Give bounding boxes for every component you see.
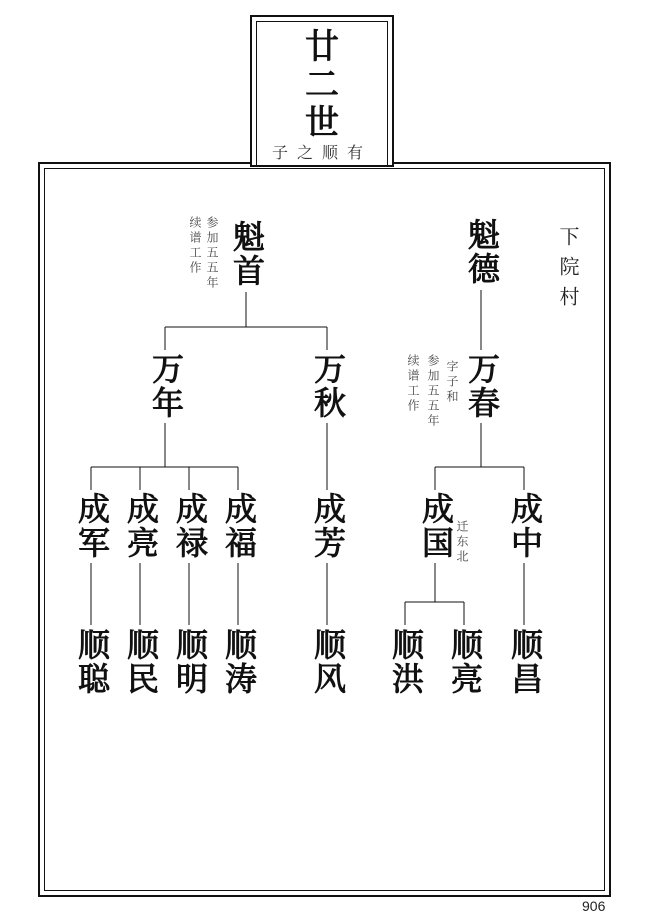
person-chengliang: 成亮 bbox=[122, 492, 160, 560]
generation-char-3: 世 bbox=[305, 103, 339, 143]
person-chengguo: 成国 bbox=[417, 492, 455, 560]
person-kuishou: 魁首 bbox=[228, 220, 266, 288]
person-chengfu: 成福 bbox=[220, 492, 258, 560]
person-shunfeng: 顺风 bbox=[309, 628, 347, 696]
note-kuishou-join: 参加五五年 bbox=[205, 216, 219, 291]
page-number: 906 bbox=[582, 898, 606, 914]
generation-subtitle: 子之顺有 bbox=[271, 143, 372, 162]
person-wannian: 万年 bbox=[147, 352, 185, 420]
generation-char-2: 二 bbox=[305, 65, 339, 105]
person-shunhong: 顺洪 bbox=[387, 628, 425, 696]
note-chengguo-migrated: 迁东北 bbox=[455, 520, 469, 565]
person-shuntao: 顺涛 bbox=[220, 628, 258, 696]
generation-header bbox=[250, 15, 394, 167]
person-wanchun: 万春 bbox=[463, 352, 501, 420]
note-wanchun-join: 参加五五年 bbox=[426, 354, 440, 429]
person-chengfang: 成芳 bbox=[309, 492, 347, 560]
person-shunming: 顺明 bbox=[171, 628, 209, 696]
person-kuide: 魁德 bbox=[463, 218, 501, 286]
generation-header-inner bbox=[256, 21, 388, 167]
person-wanqiu: 万秋 bbox=[309, 352, 347, 420]
generation-char-1: 廿 bbox=[305, 27, 339, 67]
person-shunchang: 顺昌 bbox=[506, 628, 544, 696]
person-shunliang: 顺亮 bbox=[446, 628, 484, 696]
person-chenglu: 成禄 bbox=[171, 492, 209, 560]
village-label: 下院村 bbox=[556, 226, 580, 316]
person-chengzhong: 成中 bbox=[506, 492, 544, 560]
note-wanchun-work: 续谱工作 bbox=[406, 354, 420, 414]
note-kuishou-work: 续谱工作 bbox=[188, 216, 202, 276]
person-shunmin: 顺民 bbox=[122, 628, 160, 696]
person-shuncong: 顺聪 bbox=[73, 628, 111, 696]
person-chengjun: 成军 bbox=[73, 492, 111, 560]
note-wanchun-courtesy: 字子和 bbox=[445, 360, 459, 405]
